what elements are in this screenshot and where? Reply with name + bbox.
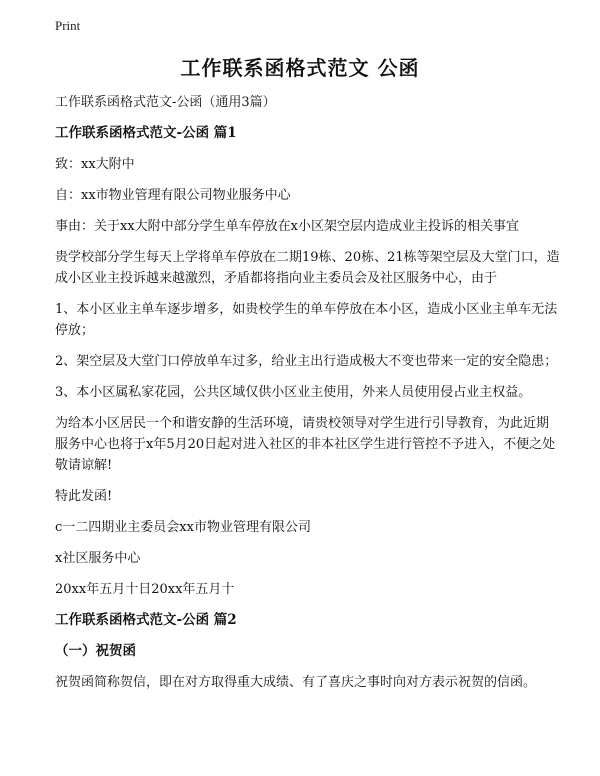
paragraph-signature-2: x社区服务中心 <box>55 551 141 566</box>
paragraph-item-1: 1、本小区业主单车逐步增多，如贵校学生的单车停放在本小区，造成小区业主单车无法停放； <box>55 302 558 338</box>
paragraph-item-3: 3、本小区属私家花园，公共区域仅供小区业主使用，外来人员使用侵占业主权益。 <box>55 385 532 400</box>
paragraph-item-2: 2、架空层及大堂门口停放单车过多，给业主出行造成极大不变也带来一定的安全隐患； <box>55 354 558 369</box>
paragraph-signature-1: c一二四期业主委员会xx市物业管理有限公司 <box>55 520 311 535</box>
section-heading-2: 工作联系函格式范文-公函 篇2 <box>55 612 237 628</box>
document-body <box>55 92 560 703</box>
page-title: 工作联系函格式范文 公函 <box>180 56 420 80</box>
paragraph-body: 贵学校部分学生每天上学将单车停放在二期19栋、20栋、21栋等架空层及大堂门口，造成小区业主投诉越来越激烈，矛盾都将指向业主委员会及社区服务中心，由于 <box>55 250 560 286</box>
paragraph-subject: 事由：关于xx大附中部分学生单车停放在x小区架空层内造成业主投诉的相关事宜 <box>55 219 519 234</box>
section-heading-1: 工作联系函格式范文-公函 篇1 <box>55 125 237 141</box>
print-label[interactable]: Print <box>55 18 81 33</box>
paragraph-to: 致：xx大附中 <box>55 157 135 172</box>
paragraph-date: 20xx年五月十日20xx年五月十 <box>55 582 235 597</box>
paragraph-request: 为给本小区居民一个和谐安静的生活环境，请贵校领导对学生进行引导教育，为此近期服务中心也将于x年5月20日起对进入社区的非本社区学生进行管控不予进入，不便之处敬请谅解! <box>55 416 556 473</box>
paragraph-from: 自：xx市物业管理有限公司物业服务中心 <box>55 188 291 203</box>
paragraph-subtitle: 工作联系函格式范文-公函（通用3篇） <box>55 95 276 110</box>
paragraph-definition: 祝贺函简称贺信，即在对方取得重大成绩、有了喜庆之事时向对方表示祝贺的信函。 <box>55 675 537 690</box>
paragraph-closing: 特此发函! <box>55 489 113 504</box>
subsection-heading: （一）祝贺函 <box>55 643 136 659</box>
